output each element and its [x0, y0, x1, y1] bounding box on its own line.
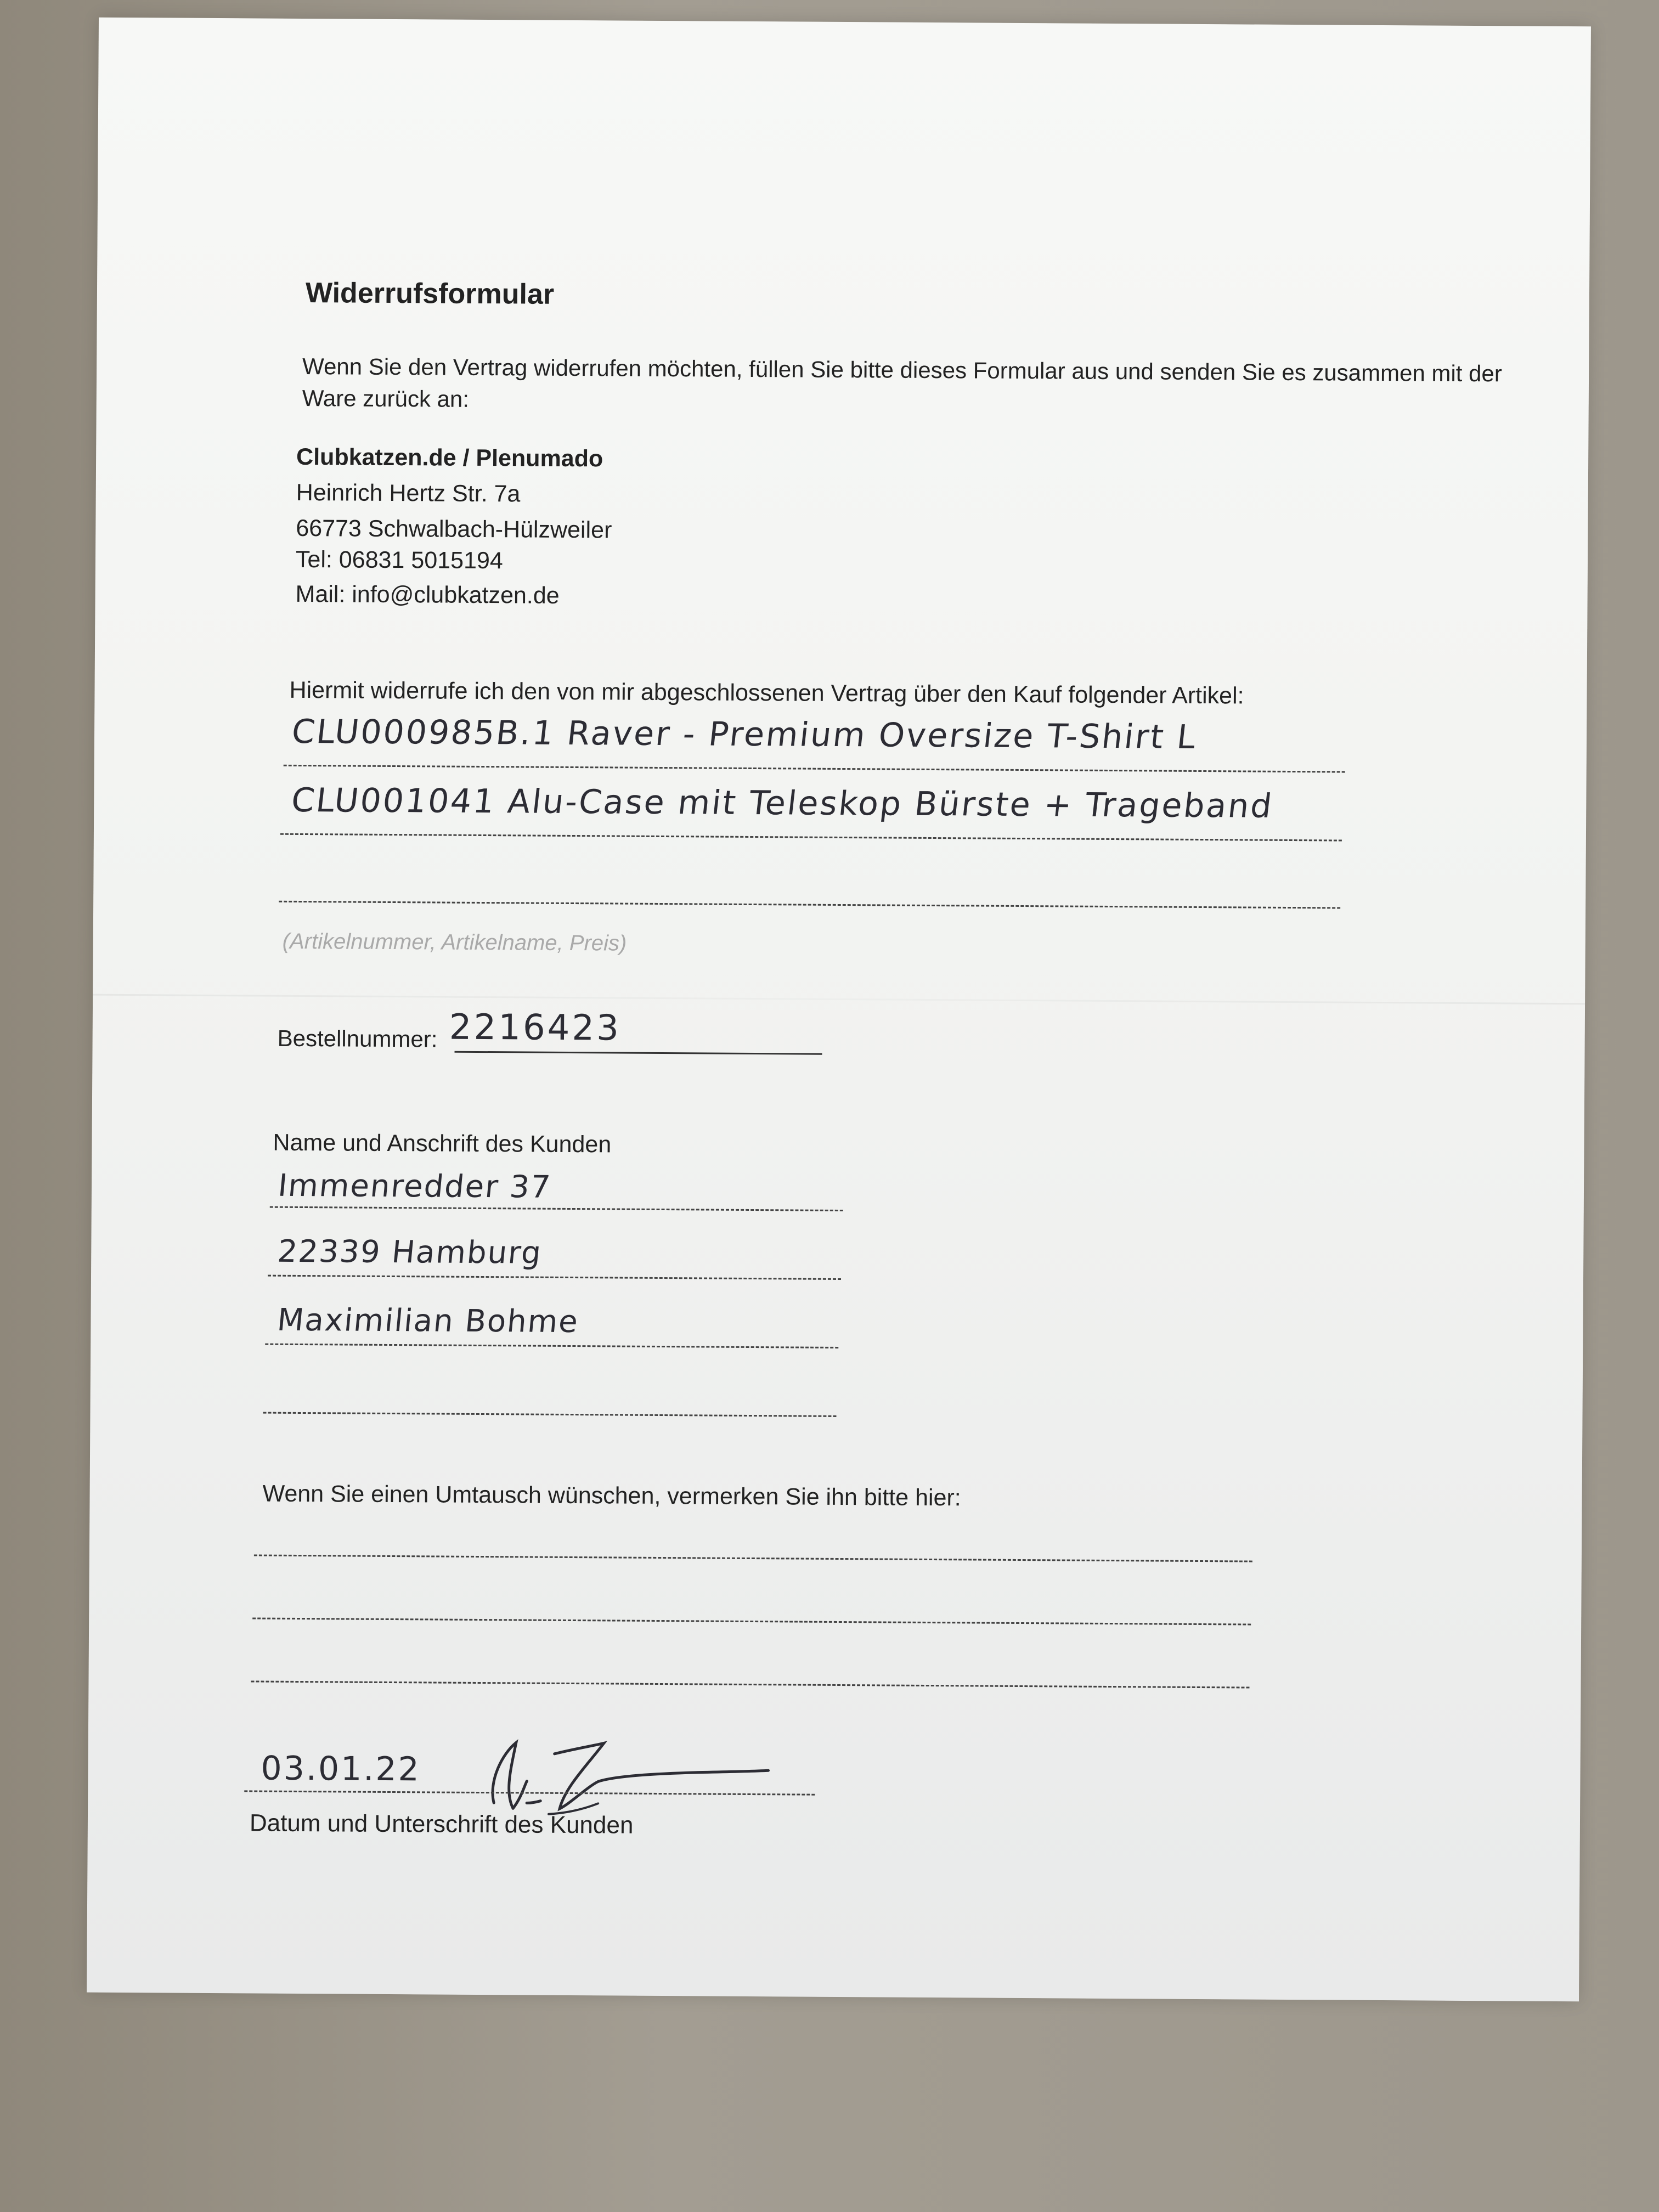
order-number-value: 2216423: [449, 1007, 622, 1049]
declaration-text: Hiermit widerrufe ich den von mir abgeschlossenen Vertrag über den Kauf folgender Artikel:: [289, 676, 1244, 709]
form-title: Widerrufsformular: [305, 277, 555, 311]
address-email: Mail: info@clubkatzen.de: [295, 580, 560, 609]
customer-city: 22339 Hamburg: [276, 1233, 544, 1271]
article-line-2: CLU001041 Alu-Case mit Teleskop Bürste + Trageband: [289, 781, 1276, 826]
order-number-label: Bestellnummer:: [277, 1025, 438, 1052]
address-company: Clubkatzen.de / Plenumado: [296, 443, 603, 472]
address-phone: Tel: 06831 5015194: [295, 546, 503, 574]
form-paper: [87, 18, 1591, 2002]
article-dashed-line-1: [284, 765, 1345, 773]
customer-dashed-line-3: [265, 1344, 838, 1348]
exchange-dashed-line-1: [254, 1554, 1252, 1562]
customer-street: Immenredder 37: [276, 1167, 553, 1205]
signature-label: Datum und Unterschrift des Kunden: [249, 1809, 634, 1839]
customer-name: Maximilian Bohme: [275, 1302, 580, 1340]
article-dashed-line-3: [279, 901, 1340, 909]
customer-label: Name und Anschrift des Kunden: [273, 1129, 612, 1158]
article-dashed-line-2: [280, 833, 1342, 842]
exchange-dashed-line-2: [252, 1617, 1251, 1625]
signature-date: 03.01.22: [261, 1749, 421, 1789]
customer-dashed-line-4: [263, 1412, 836, 1417]
articles-hint: (Artikelnummer, Artikelname, Preis): [282, 929, 627, 956]
address-street: Heinrich Hertz Str. 7a: [296, 479, 521, 507]
customer-dashed-line-1: [270, 1206, 843, 1211]
order-number-line: [455, 1051, 822, 1055]
exchange-dashed-line-3: [251, 1680, 1249, 1688]
article-line-1: CLU000985B.1 Raver - Premium Oversize T-Shirt L: [290, 712, 1199, 757]
customer-dashed-line-2: [268, 1275, 841, 1280]
exchange-label: Wenn Sie einen Umtausch wünschen, vermerken Sie ihn bitte hier:: [262, 1480, 961, 1511]
intro-text: Wenn Sie den Vertrag widerrufen möchten, füllen Sie bitte dieses Formular aus und senden Sie es zusammen mit der Ware zurück an:: [302, 353, 1502, 412]
address-city: 66773 Schwalbach-Hülzweiler: [296, 515, 612, 544]
